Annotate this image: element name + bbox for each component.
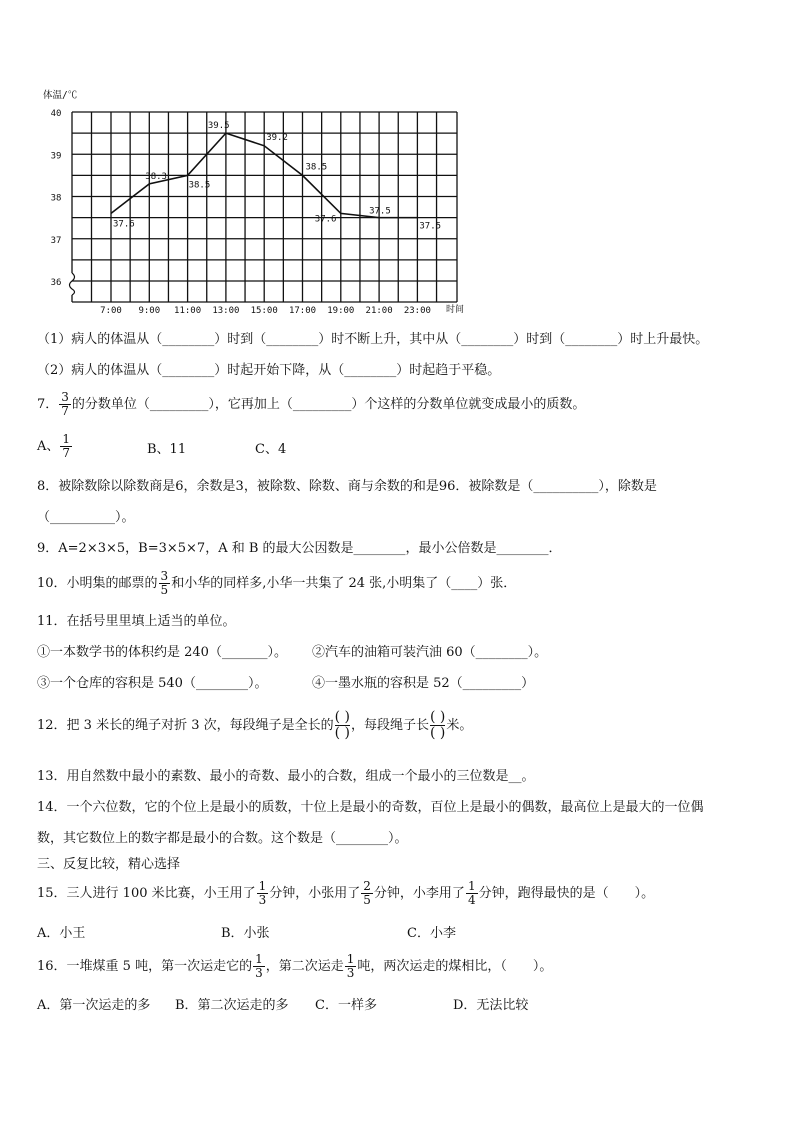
y-axis-label: 体温/℃ xyxy=(43,90,78,101)
data-label: 38.5 xyxy=(188,180,211,191)
q15-fraction-1: $\frac{1}{3}$ xyxy=(258,879,267,907)
q16-mid: ，第二次运走 xyxy=(265,959,344,974)
q7-option-c: C、4 xyxy=(255,442,287,457)
q10 xyxy=(37,570,516,597)
q16-post: 吨，两次运走的煤相比，（ ）。 xyxy=(357,959,553,974)
q11-c: ③一个仓库的容积是 540（________）。 xyxy=(37,676,268,691)
q16-fraction-1: $\frac{1}{3}$ xyxy=(255,952,263,980)
q7-option-a-fraction: $\frac{1}{7}$ xyxy=(62,432,71,460)
x-tick-label: 15:00 xyxy=(250,306,278,316)
q8-line1: 8．被除数除以除数商是6，余数是3，被除数、除数、商与余数的和是96．被除数是（__________），除数是 xyxy=(37,479,657,494)
data-label: 39.5 xyxy=(207,121,230,132)
q16-option-c: C．一样多 xyxy=(315,998,377,1013)
q15-option-c: C．小李 xyxy=(407,926,456,941)
q11-d: ④一墨水瓶的容积是 52（_________） xyxy=(312,676,535,691)
q11-b: ②汽车的油箱可装汽油 60（________）。 xyxy=(312,645,548,660)
q7-number: 7． xyxy=(37,397,59,412)
data-label: 38.5 xyxy=(305,162,328,173)
q11-title: 11．在括号里里填上适当的单位。 xyxy=(37,614,236,629)
q12-blank-fraction-1: ( ) ( ) xyxy=(334,709,350,741)
q11-a: ①一本数学书的体积约是 240（_______）。 xyxy=(37,645,287,660)
q10-post: 和小华的同样多,小华一共集了 24 张,小明集了（____）张． xyxy=(171,576,517,591)
x-tick-label: 7:00 xyxy=(100,306,122,316)
y-tick-label: 36 xyxy=(50,278,62,288)
q13: 13．用自然数中最小的素数、最小的奇数、最小的合数，组成一个最小的三位数是__。 xyxy=(37,769,535,784)
q9: 9．A=2×3×5，B=3×5×7，A 和 B 的最大公因数是________，最小公倍数是________． xyxy=(37,541,562,556)
q15-fraction-3: $\frac{1}{4}$ xyxy=(467,879,476,907)
data-label: 38.3 xyxy=(145,171,167,182)
x-axis-label: 时间 xyxy=(446,305,465,315)
data-label: 37.6 xyxy=(314,214,337,225)
q10-pre: 10．小明集的邮票的 xyxy=(37,576,158,591)
q15-pre: 15．三人进行 100 米比赛，小王用了 xyxy=(37,886,256,901)
axis-break-mark xyxy=(70,273,75,295)
q10-fraction: $\frac{3}{5}$ xyxy=(160,569,169,597)
q6-part1: （1）病人的体温从（________）时到（________）时不断上升，其中从（________）时到（________）时上升最快。 xyxy=(37,332,709,347)
x-tick-label: 11:00 xyxy=(174,306,202,316)
data-label: 37.6 xyxy=(113,219,135,230)
q7-option-b: B、11 xyxy=(147,442,187,457)
q12 xyxy=(37,710,472,741)
x-tick-label: 19:00 xyxy=(327,306,355,316)
q16-fraction-2: $\frac{1}{3}$ xyxy=(346,952,355,980)
section-3-title: 三、反复比较，精心选择 xyxy=(37,857,181,872)
q14-line2: 数，其它数位上的数字都是最小的合数。这个数是（________）。 xyxy=(37,831,408,846)
q12-blank-fraction-2: ( ) ( ) xyxy=(430,709,446,741)
q15 xyxy=(37,880,654,907)
q16-option-d: D．无法比较 xyxy=(453,998,529,1013)
q16-option-a: A．第一次运走的多 xyxy=(37,998,151,1013)
temperature-line-chart xyxy=(0,0,794,330)
x-tick-label: 23:00 xyxy=(403,306,431,316)
q15-post: 分钟，跑得最快的是（ ）。 xyxy=(478,886,655,901)
q16-option-b: B．第二次运走的多 xyxy=(175,998,289,1013)
q15-fraction-2: $\frac{2}{5}$ xyxy=(363,879,371,907)
q16 xyxy=(37,953,552,980)
data-label: 37.5 xyxy=(369,206,391,217)
q14-line1: 14．一个六位数，它的个位上是最小的质数，十位上是最小的奇数，百位上是最小的偶数，最高位上是最大的一位偶 xyxy=(37,800,704,815)
chart-line-group xyxy=(111,121,441,232)
q15-mid1: 分钟，小张用了 xyxy=(269,886,361,901)
q6-part2: （2）病人的体温从（________）时起开始下降，从（________）时起趋于平稳。 xyxy=(37,363,501,378)
data-label: 39.2 xyxy=(266,132,288,143)
q7-options xyxy=(37,432,287,460)
q15-option-b: B．小张 xyxy=(221,926,270,941)
q12-mid: ，每段绳子长 xyxy=(351,718,430,733)
q7-option-a-label: A、 xyxy=(37,439,60,454)
q8-line2: （__________）。 xyxy=(37,510,135,525)
q7-text: 的分数单位（_________），它再加上（_________）个这样的分数单位就变成最小的质数。 xyxy=(71,397,586,412)
y-tick-label: 39 xyxy=(50,151,62,162)
y-tick-label: 38 xyxy=(50,193,62,204)
q15-mid2: 分钟，小李用了 xyxy=(373,886,465,901)
x-tick-label: 13:00 xyxy=(212,306,240,316)
q7 xyxy=(37,391,585,418)
q16-pre: 16．一堆煤重 5 吨，第一次运走它的 xyxy=(37,959,253,974)
y-tick-label: 37 xyxy=(50,235,62,246)
q12-post: 米。 xyxy=(446,718,473,733)
x-tick-label: 17:00 xyxy=(288,306,317,316)
x-tick-label: 9:00 xyxy=(138,306,161,316)
x-tick-label: 21:00 xyxy=(365,306,393,316)
q15-option-a: A．小王 xyxy=(37,926,86,941)
q7-fraction: $\frac{3}{7}$ xyxy=(61,390,69,418)
data-label: 37.5 xyxy=(419,221,442,232)
y-tick-label: 40 xyxy=(50,109,62,119)
q12-pre: 12．把 3 米长的绳子对折 3 次，每段绳子是全长的 xyxy=(37,718,334,733)
